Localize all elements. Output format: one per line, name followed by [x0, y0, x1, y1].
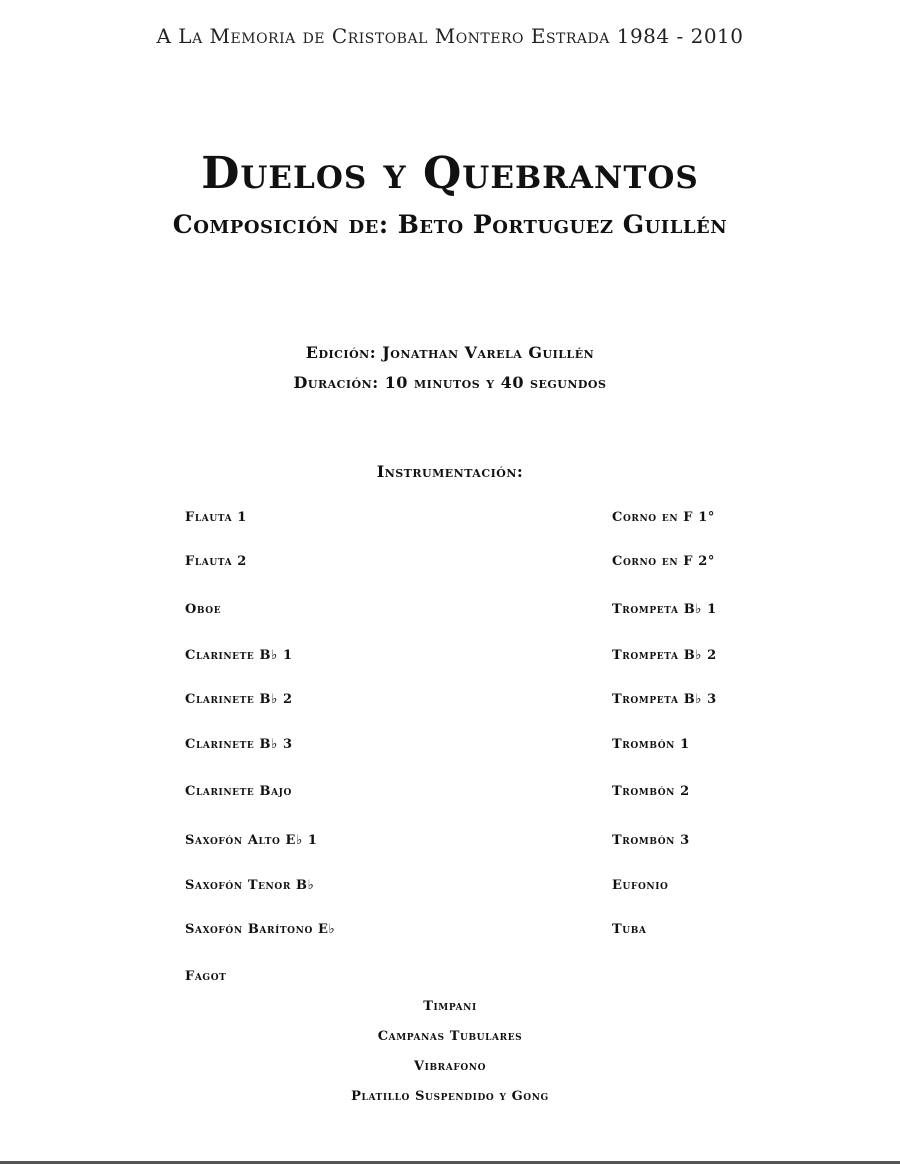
instrument-item: Saxofón Tenor B♭: [185, 878, 315, 893]
percussion-item: Campanas Tubulares: [377, 1029, 523, 1044]
instrument-item: Trompeta B♭ 2: [612, 648, 717, 663]
instrument-item: Trombón 3: [612, 833, 690, 848]
instrument-item: Clarinete B♭ 2: [185, 692, 293, 707]
edition-credit: Edición: Jonathan Varela Guillén: [305, 343, 595, 362]
instrument-item: Fagot: [185, 969, 227, 984]
composer-credit: Composición de: Beto Portuguez Guillén: [172, 210, 728, 239]
instrument-item: Eufonio: [612, 878, 669, 893]
instrument-item: Saxofón Barítono E♭: [185, 922, 336, 937]
page-title: Duelos y Quebrantos: [201, 148, 699, 199]
instrument-item: Flauta 1: [185, 510, 247, 525]
dedication: A La Memoria de Cristobal Montero Estrada 1984 - 2010: [156, 24, 744, 48]
instrument-item: Oboe: [185, 602, 222, 617]
percussion-item: Platillo Suspendido y Gong: [351, 1089, 549, 1104]
instrumentation-heading: Instrumentación:: [376, 462, 524, 481]
percussion-item: Timpani: [423, 999, 477, 1014]
instrument-item: Saxofón Alto E♭ 1: [185, 833, 318, 848]
duration-info: Duración: 10 minutos y 40 segundos: [293, 373, 607, 392]
instrument-item: Clarinete B♭ 3: [185, 737, 293, 752]
instrument-item: Flauta 2: [185, 554, 247, 569]
instrument-item: Tuba: [612, 922, 647, 937]
instrument-item: Clarinete B♭ 1: [185, 648, 293, 663]
instrument-item: Trompeta B♭ 3: [612, 692, 717, 707]
instrument-item: Clarinete Bajo: [185, 784, 292, 799]
instrument-item: Trombón 1: [612, 737, 690, 752]
instrument-item: Trombón 2: [612, 784, 690, 799]
percussion-item: Vibrafono: [413, 1059, 487, 1074]
instrument-item: Corno en F 1°: [612, 510, 715, 525]
instrument-item: Corno en F 2°: [612, 554, 715, 569]
instrument-item: Trompeta B♭ 1: [612, 602, 717, 617]
